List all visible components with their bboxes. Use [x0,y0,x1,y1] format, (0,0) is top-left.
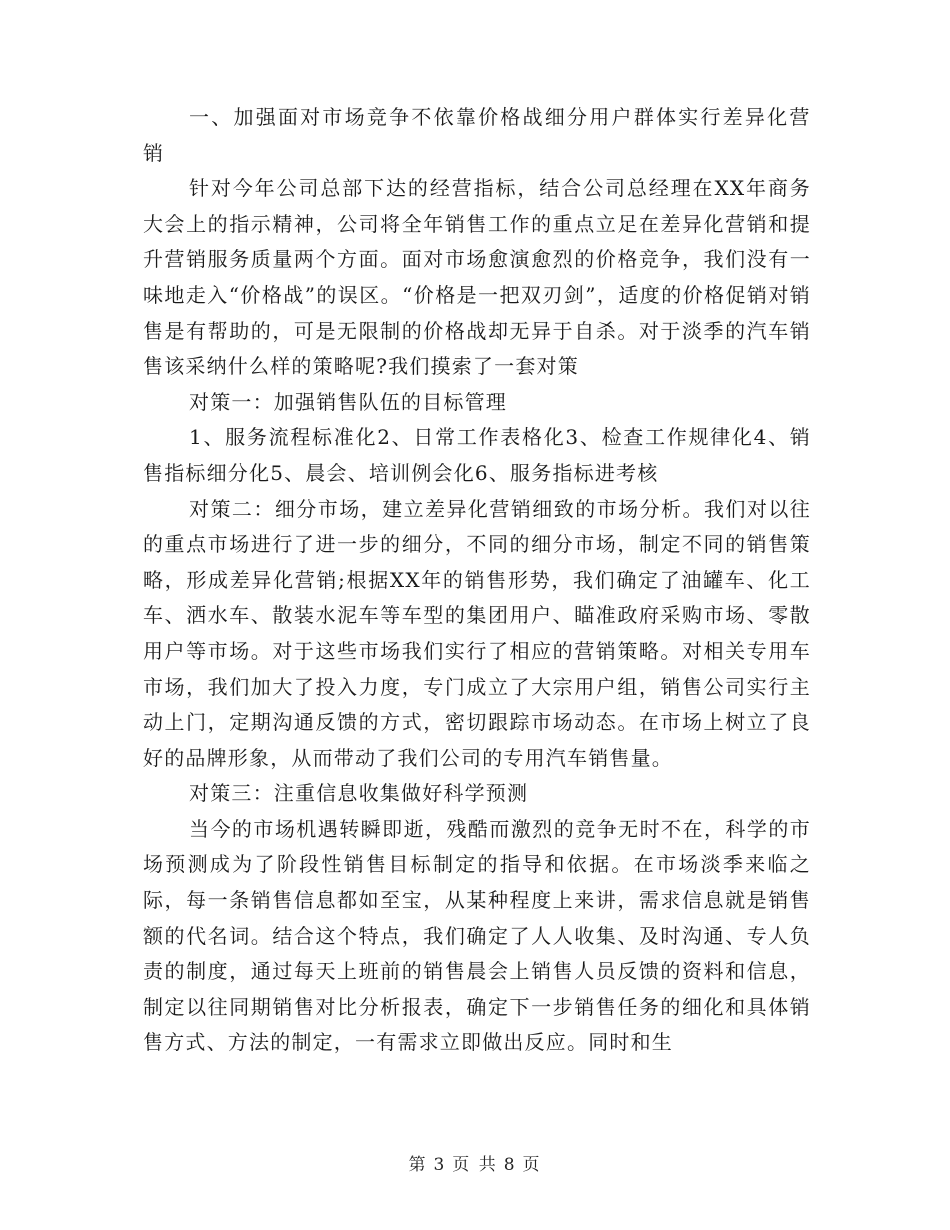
footer-current-page: 3 [433,1155,447,1175]
footer-prefix: 第 [408,1155,428,1175]
strategy-two-paragraph: 对策二：细分市场，建立差异化营销细致的市场分析。我们对以往的重点市场进行了进一步的细分，不同的细分市场，制定不同的销售策略，形成差异化营销;根据XX年的销售形势，我们确定了油罐车、化工车、洒水车、散装水泥车等车型的集团用户、瞄准政府采购市场、零散用户等市场。对于这些市场我们实行了相应的营销策略。对相关专用车市场，我们加大了投入力度，专门成立了大宗用户组，销售公司实行主动上门，定期沟通反馈的方式，密切跟踪市场动态。在市场上树立了良好的品牌形象，从而带动了我们公司的专用汽车销售量。 [143,496,811,770]
page-footer [0,1150,950,1175]
strategy-three-paragraph: 当今的市场机遇转瞬即逝，残酷而激烈的竞争无时不在，科学的市场预测成为了阶段性销售目标制定的指导和依据。在市场淡季来临之际，每一条销售信息都如至宝，从某种程度上来讲，需求信息就是销售额的代名词。结合这个特点，我们确定了人人收集、及时沟通、专人负责的制度，通过每天上班前的销售晨会上销售人员反馈的资料和信息，制定以往同期销售对比分析报表，确定下一步销售任务的细化和具体销售方式、方法的制定，一有需求立即做出反应。同时和生 [143,816,811,1055]
footer-middle: 页 共 [452,1155,498,1175]
intro-paragraph: 针对今年公司总部下达的经营指标，结合公司总经理在XX年商务大会上的指示精神，公司将全年销售工作的重点立足在差异化营销和提升营销服务质量两个方面。面对市场愈演愈烈的价格竞争，我们没有一味地走入“价格战”的误区。“价格是一把双刃剑”，适度的价格促销对销售是有帮助的，可是无限制的价格战却无异于自杀。对于淡季的汽车销售该采纳什么样的策略呢?我们摸索了一套对策 [143,176,811,379]
strategy-three-title: 对策三：注重信息收集做好科学预测 [189,781,529,806]
footer-total-pages: 8 [503,1155,517,1175]
section-heading: 一、加强面对市场竞争不依靠价格战细分用户群体实行差异化营销 [143,105,811,165]
document-page [143,100,811,1061]
footer-suffix: 页 [522,1155,542,1175]
strategy-one-list: 1、服务流程标准化2、日常工作表格化3、检查工作规律化4、销售指标细分化5、晨会、培训例会化6、服务指标进考核 [143,425,811,485]
strategy-one-title: 对策一：加强销售队伍的目标管理 [189,389,507,414]
